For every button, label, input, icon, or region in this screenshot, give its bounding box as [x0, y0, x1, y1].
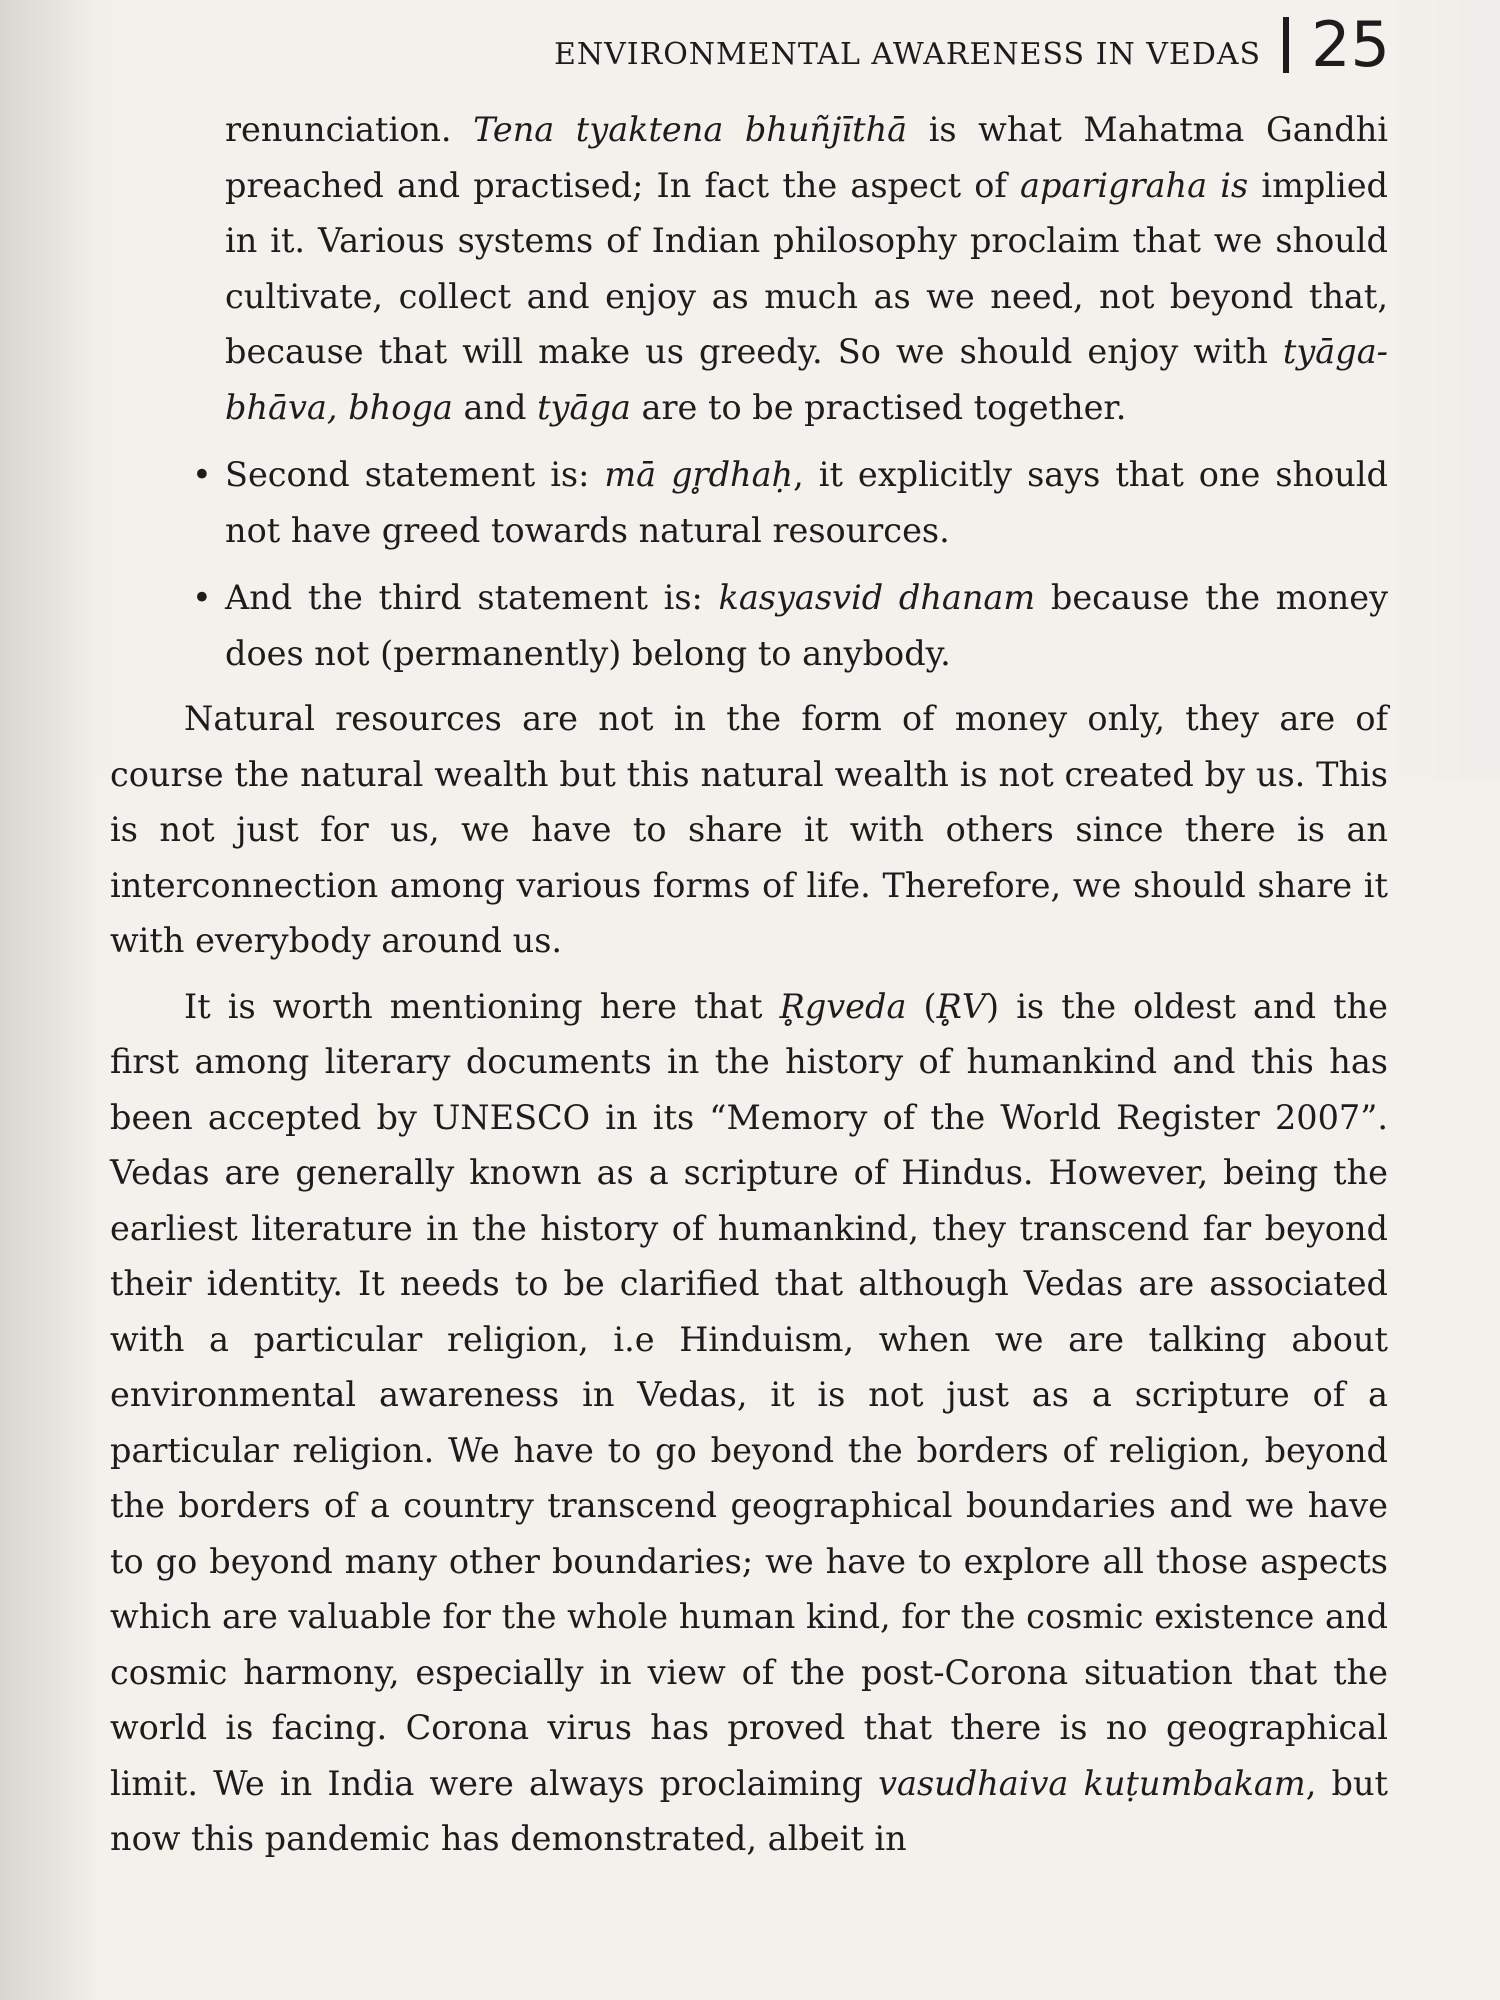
page-header	[553, 8, 1390, 81]
paragraph-rgveda: It is worth mentioning here that R̥gveda (R̥V) is the oldest and the first among literary documents in the history of humankind and this has been accepted by UNESCO in its “Memory of the World Register 2007”. Vedas are generally known as a scripture of Hindus. However, being the earliest literature in the history of humankind, they transcend far beyond their identity. It needs to be clarified that although Vedas are associated with a particular religion, i.e Hinduism, when we are talking about environmental awareness in Vedas, it is not just as a scripture of a particular religion. We have to go beyond the borders of religion, beyond the borders of a country transcend geographical boundaries and we have to go beyond many other boundaries; we have to explore all those aspects which are valuable for the whole human kind, for the cosmic existence and cosmic harmony, especially in view of the post-Corona situation that the world is facing. Corona virus has proved that there is no geographical limit. We in India were always proclaiming vasudhaiva kuṭumbakam, but now this pandemic has demonstrated, albeit in	[110, 986, 1389, 1858]
body-text	[110, 102, 1388, 1867]
intro-paragraph: renunciation. Tena tyaktena bhuñjīthā is what Mahatma Gandhi preached and practised; In fact the aspect of aparigraha is implied in it. Various systems of Indian philosophy proclaim that we should cultivate, collect and enjoy as much as we need, not beyond that, because that will make us greedy. So we should enjoy with tyāga-bhāva, bhoga and tyāga are to be practised together.	[225, 110, 1388, 427]
running-head: ENVIRONMENTAL AWARENESS IN VEDAS	[553, 36, 1262, 72]
bullet-marker: •	[192, 455, 212, 494]
bullet-marker: •	[192, 578, 212, 617]
bullet-item-second-statement: • Second statement is: mā gr̥dhaḥ, it explicitly says that one should not have greed towards natural resources.	[110, 447, 1388, 558]
header-divider	[1283, 17, 1289, 73]
paragraph-natural-resources: Natural resources are not in the form of money only, they are of course the natural wealth but this natural wealth is not created by us. This is not just for us, we have to share it with others since there is an interconnection among various forms of life. Therefore, we should share it with everybody around us.	[110, 699, 1388, 960]
bullet-item-third-statement: • And the third statement is: kasyasvid dhanam because the money does not (permanently) belong to anybody.	[110, 570, 1388, 681]
scan-shadow-left	[0, 0, 100, 2000]
page-number: 25	[1311, 8, 1390, 81]
